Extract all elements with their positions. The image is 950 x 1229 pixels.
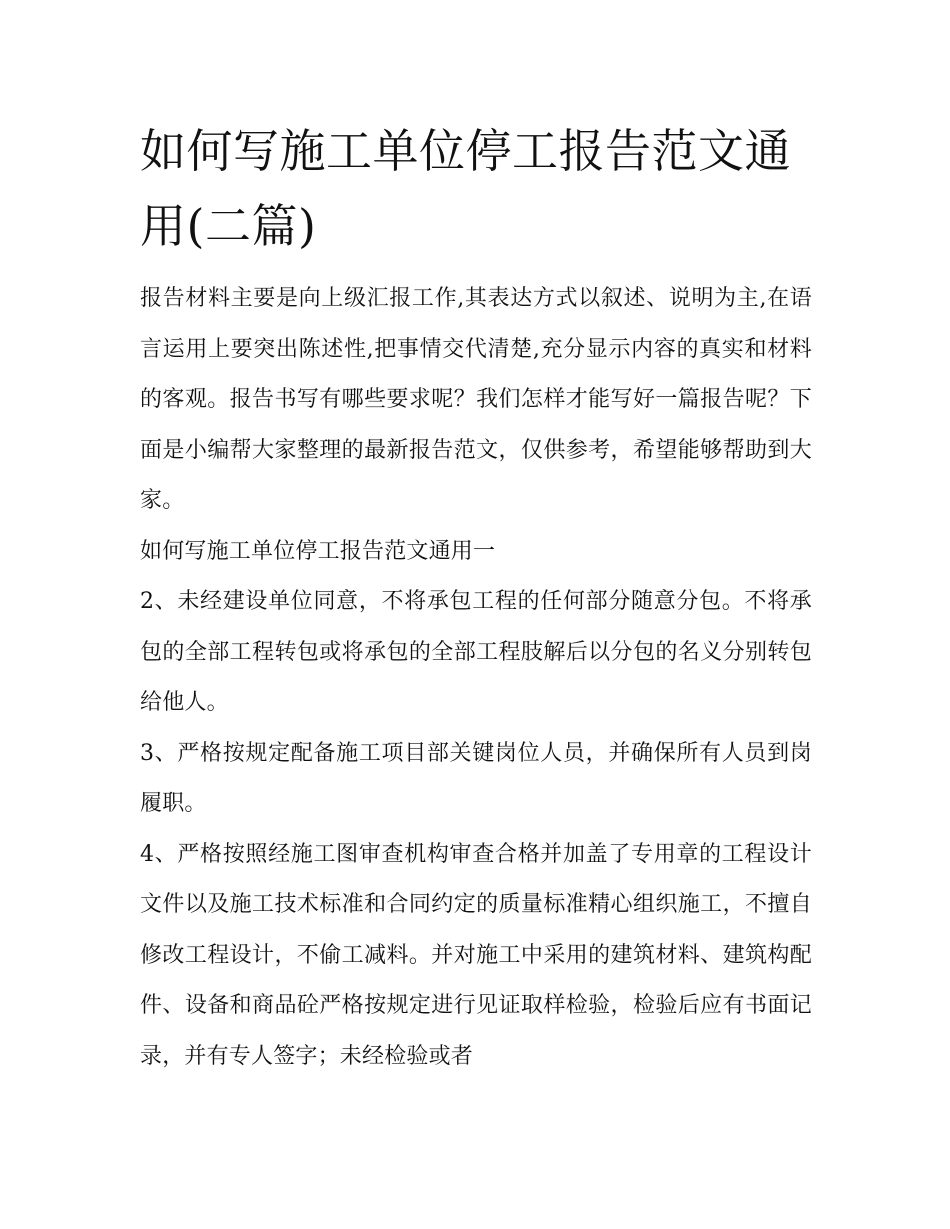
clause-3-paragraph: 3、严格按规定配备施工项目部关键岗位人员，并确保所有人员到岗履职。 [140, 740, 812, 816]
clause-2-paragraph: 2、未经建设单位同意，不将承包工程的任何部分随意分包。不将承包的全部工程转包或将承包的全部工程肢解后以分包的名义分别转包给他人。 [140, 589, 812, 715]
intro-paragraph: 报告材料主要是向上级汇报工作,其表达方式以叙述、说明为主,在语言运用上要突出陈述性,把事情交代清楚,充分显示内容的真实和材料的客观。报告书写有哪些要求呢？我们怎样才能写好一篇报告呢？下面是小编帮大家整理的最新报告范文，仅供参考，希望能够帮助到大家。 [140, 286, 812, 513]
clause-4-paragraph: 4、严格按照经施工图审查机构审查合格并加盖了专用章的工程设计文件以及施工技术标准和合同约定的质量标准精心组织施工，不擅自修改工程设计，不偷工减料。并对施工中采用的建筑材料、建筑构配件、设备和商品砼严格按规定进行见证取样检验，检验后应有书面记录，并有专人签字；未经检验或者 [140, 841, 812, 1069]
document-body [140, 114, 812, 1082]
document-title: 如何写施工单位停工报告范文通用(二篇) [140, 124, 791, 253]
section-heading: 如何写施工单位停工报告范文通用一 [140, 538, 496, 564]
